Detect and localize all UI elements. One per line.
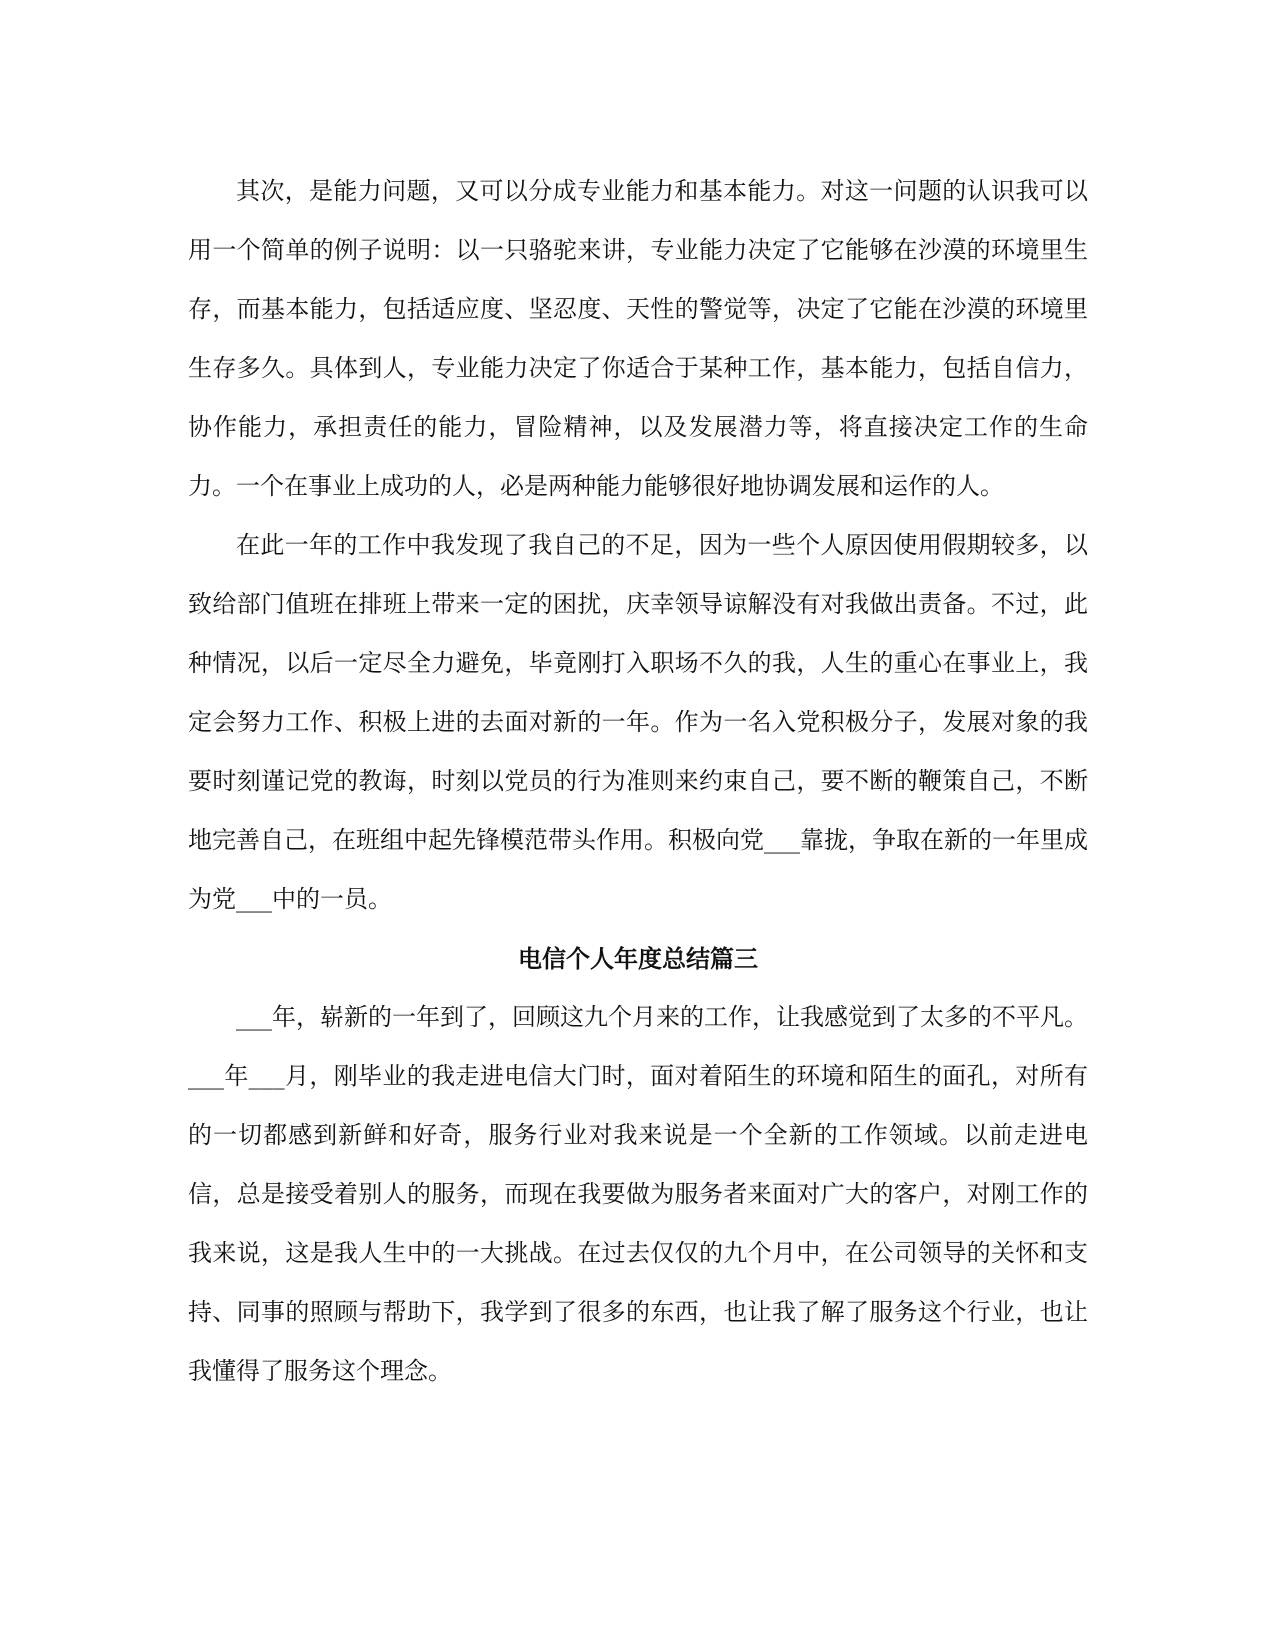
section-title: 电信个人年度总结篇三 — [518, 944, 758, 973]
paragraph-shortcomings: 在此一年的工作中我发现了我自己的不足，因为一些个人原因使用假期较多，以致给部门值班在排班上带来一定的困扰，庆幸领导谅解没有对我做出责备。不过，此种情况，以后一定尽全力避免，毕竟刚打入职场不久的我，人生的重心在事业上，我定会努力工作、积极上进的去面对新的一年。作为一名入党积极分子，发展对象的我要时刻谨记党的教诲，时刻以党员的行为准则来约束自己，要不断的鞭策自己，不断地完善自己，在班组中起先锋模范带头作用。积极向党___靠拢，争取在新的一年里成为党___中的一员。 — [188, 531, 1088, 913]
paragraph-ability: 其次，是能力问题，又可以分成专业能力和基本能力。对这一问题的认识我可以用一个简单的例子说明：以一只骆驼来讲，专业能力决定了它能够在沙漠的环境里生存，而基本能力，包括适应度、坚忍度、天性的警觉等，决定了它能在沙漠的环境里生存多久。具体到人，专业能力决定了你适合于某种工作，基本能力，包括自信力，协作能力，承担责任的能力，冒险精神，以及发展潜力等，将直接决定工作的生命力。一个在事业上成功的人，必是两种能力能够很好地协调发展和运作的人。 — [188, 177, 1088, 500]
paragraph-new-year: ___年，崭新的一年到了，回顾这九个月来的工作，让我感觉到了太多的不平凡。___年___月，刚毕业的我走进电信大门时，面对着陌生的环境和陌生的面孔，对所有的一切都感到新鲜和好奇，服务行业对我来说是一个全新的工作领域。以前走进电信，总是接受着别人的服务，而现在我要做为服务者来面对广大的客户，对刚工作的我来说，这是我人生中的一大挑战。在过去仅仅的九个月中，在公司领导的关怀和支持、同事的照顾与帮助下，我学到了很多的东西，也让我了解了服务这个行业，也让我懂得了服务这个理念。 — [188, 1003, 1088, 1385]
document-page — [188, 162, 1088, 1401]
